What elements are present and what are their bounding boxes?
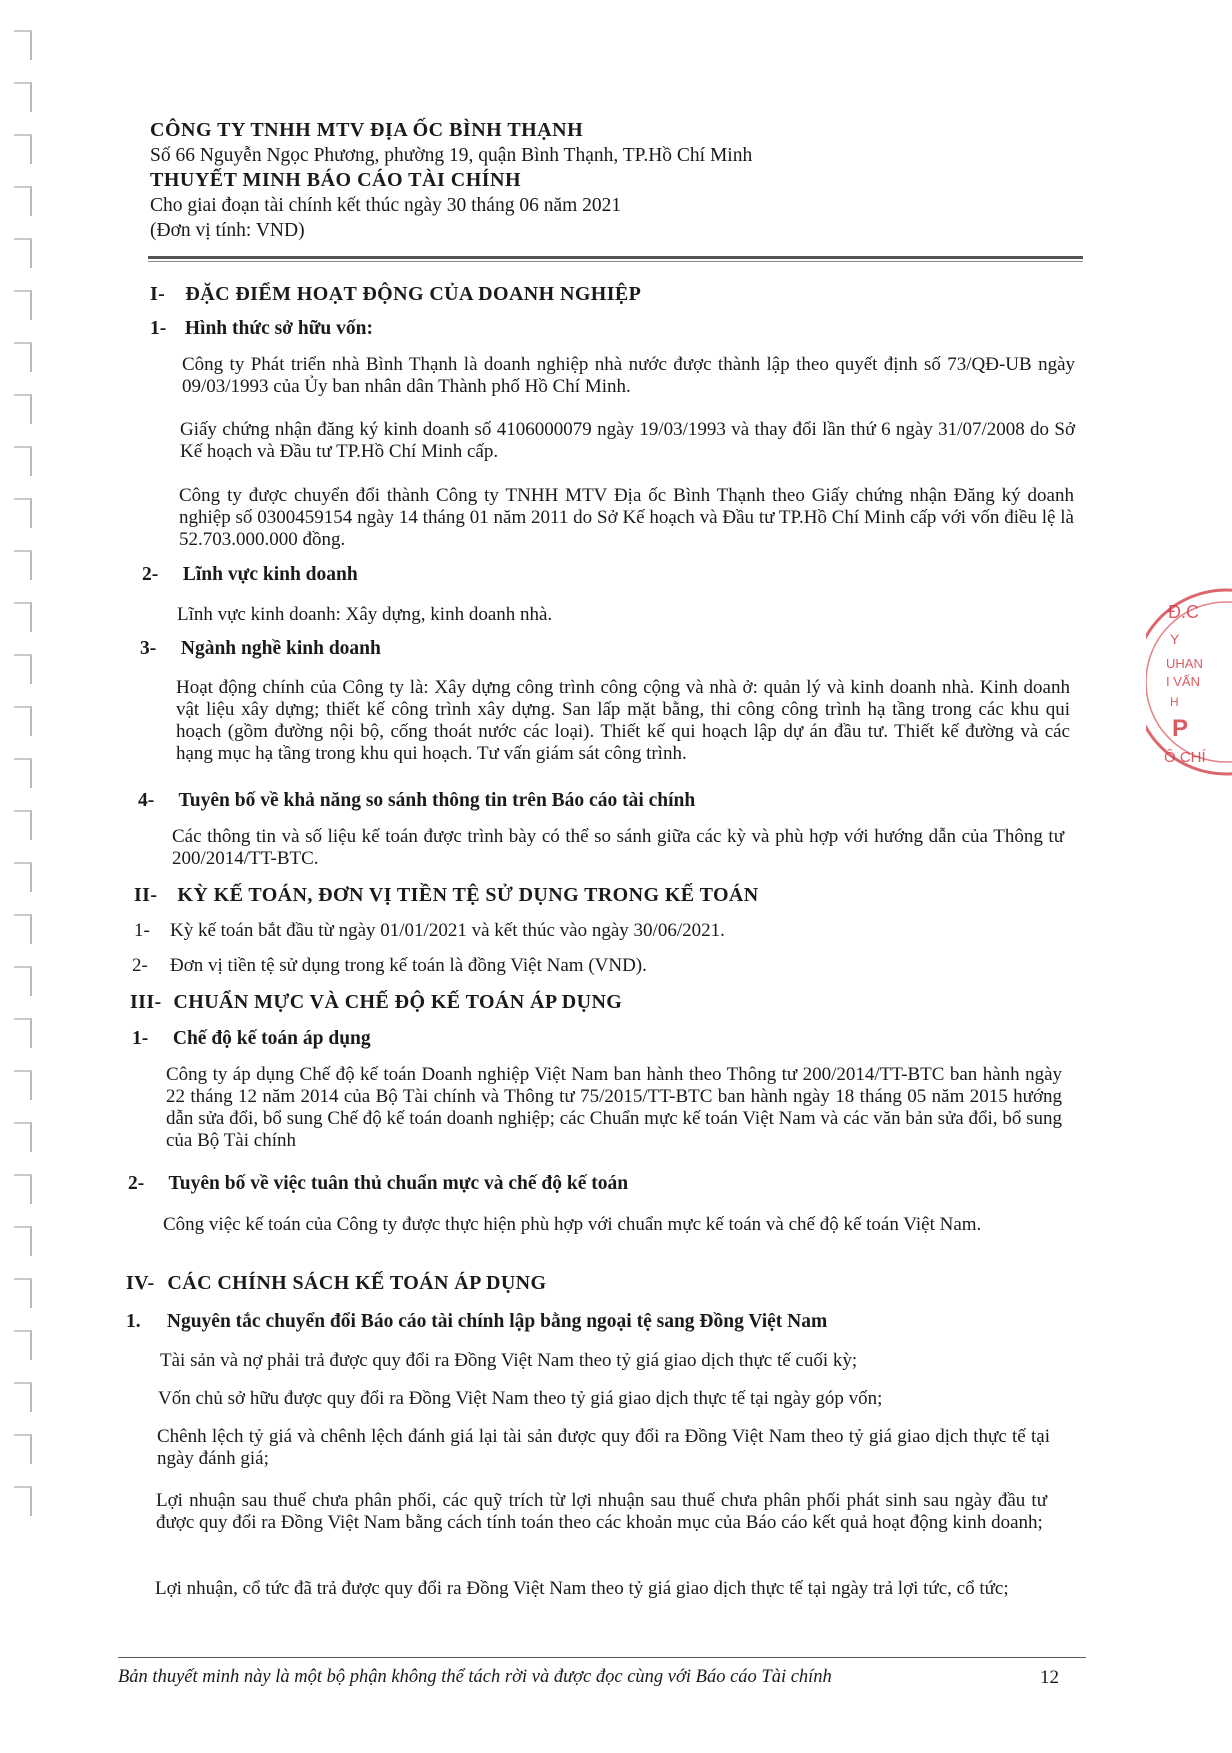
seal-text-line: Đ.C	[1168, 602, 1199, 622]
paragraph: Các thông tin và số liệu kế toán được trình bày có thể so sánh giữa các kỳ và phù hợp với hướng dẫn của Thông tư 200/2014/TT-BTC.	[172, 826, 1064, 869]
list-item: 1- Kỳ kế toán bắt đầu từ ngày 01/01/2021 và kết thúc vào ngày 30/06/2021.	[134, 920, 725, 941]
seal-text-line: H	[1170, 695, 1179, 709]
paragraph: Tài sản và nợ phải trả được quy đổi ra Đồng Việt Nam theo tỷ giá giao dịch thực tế cuối kỳ;	[160, 1350, 858, 1371]
section-heading-3: III- CHUẨN MỰC VÀ CHẾ ĐỘ KẾ TOÁN ÁP DỤNG	[130, 991, 623, 1013]
seal-text-line: Ô CHÍ	[1164, 749, 1206, 766]
binding-margin-marks	[14, 30, 32, 1630]
paragraph: Công ty Phát triển nhà Bình Thạnh là doanh nghiệp nhà nước được thành lập theo quyết định số 73/QĐ-UB ngày 09/03/1993 của Ủy ban nhân dân Thành phố Hồ Chí Minh.	[182, 354, 1075, 397]
list-item: 2- Đơn vị tiền tệ sử dụng trong kế toán là đồng Việt Nam (VND).	[132, 955, 647, 976]
section-heading-4: IV- CÁC CHÍNH SÁCH KẾ TOÁN ÁP DỤNG	[126, 1272, 547, 1294]
section-heading-1: I- ĐẶC ĐIỂM HOẠT ĐỘNG CỦA DOANH NGHIỆP	[150, 283, 642, 305]
section-heading-2: II- KỲ KẾ TOÁN, ĐƠN VỊ TIỀN TỆ SỬ DỤNG TRONG KẾ TOÁN	[134, 884, 759, 906]
subheading-conversion-principles: 1. Nguyên tắc chuyển đổi Báo cáo tài chính lập bằng ngoại tệ sang Đồng Việt Nam	[126, 1311, 828, 1332]
paragraph: Lĩnh vực kinh doanh: Xây dựng, kinh doanh nhà.	[177, 604, 553, 625]
document-title: THUYẾT MINH BÁO CÁO TÀI CHÍNH	[150, 169, 522, 191]
subheading-accounting-regime: 1- Chế độ kế toán áp dụng	[132, 1028, 371, 1049]
company-seal-stamp	[1146, 572, 1232, 792]
paragraph: Vốn chủ sở hữu được quy đổi ra Đồng Việt Nam theo tỷ giá giao dịch thực tế tại ngày góp vốn;	[158, 1388, 883, 1409]
seal-text-line: UHAN	[1166, 656, 1203, 671]
subheading-comparability: 4- Tuyên bố về khả năng so sánh thông tin trên Báo cáo tài chính	[138, 790, 696, 811]
seal-text-line: I VẤN	[1166, 674, 1200, 689]
footer-divider	[118, 1657, 1086, 1658]
currency-unit: (Đơn vị tính: VND)	[150, 220, 305, 241]
paragraph: Giấy chứng nhận đăng ký kinh doanh số 4106000079 ngày 19/03/1993 và thay đổi lần thứ 6 ngày 31/07/2008 do Sở Kế hoạch và Đầu tư TP.Hồ Chí Minh cấp.	[180, 419, 1075, 462]
paragraph: Lợi nhuận, cổ tức đã trả được quy đổi ra Đồng Việt Nam theo tỷ giá giao dịch thực tế tại ngày trả lợi tức, cổ tức;	[155, 1578, 1009, 1599]
reporting-period: Cho giai đoạn tài chính kết thúc ngày 30 tháng 06 năm 2021	[150, 195, 622, 216]
seal-graphic	[1146, 572, 1232, 792]
seal-text-line: Y	[1170, 631, 1180, 647]
header-divider-thin	[148, 261, 1083, 262]
subheading-ownership: 1- Hình thức sở hữu vốn:	[150, 318, 373, 339]
document-header	[150, 118, 1080, 243]
paragraph: Hoạt động chính của Công ty là: Xây dựng công trình công cộng và nhà ở: quản lý và kinh doanh nhà. Kinh doanh vật liệu xây dựng; thiết kế công trình xây dựng. San lấp mặt bằng, thi công công trình hạ tầng trong các khu qui hoạch (gồm đường nội bộ, cống thoát nước các loại). Thiết kế qui hoạch lập dự án đầu tư. Thiết kế đường và các hạng mục hạ tầng trong khu qui hoạch. Tư vấn giám sát công trình.	[176, 677, 1070, 764]
company-address: Số 66 Nguyễn Ngọc Phương, phường 19, quận Bình Thạnh, TP.Hồ Chí Minh	[150, 145, 753, 166]
paragraph: Công việc kế toán của Công ty được thực hiện phù hợp với chuẩn mực kế toán và chế độ kế toán Việt Nam.	[163, 1214, 982, 1235]
paragraph: Chênh lệch tỷ giá và chênh lệch đánh giá lại tài sản được quy đổi ra Đồng Việt Nam theo tỷ giá giao dịch thực tế tại ngày đánh giá;	[157, 1426, 1050, 1469]
footer-note: Bản thuyết minh này là một bộ phận không thể tách rời và được đọc cùng với Báo cáo Tài chính	[118, 1667, 832, 1687]
company-name: CÔNG TY TNHH MTV ĐỊA ỐC BÌNH THẠNH	[150, 119, 584, 141]
header-divider	[148, 256, 1083, 259]
paragraph: Lợi nhuận sau thuế chưa phân phối, các quỹ trích từ lợi nhuận sau thuế chưa phân phối phát sinh sau ngày đầu tư được quy đổi ra Đồng Việt Nam bằng cách tính toán theo các khoản mục của Báo cáo kết quả hoạt động kinh doanh;	[156, 1490, 1047, 1533]
page-number: 12	[1040, 1667, 1059, 1688]
subheading-compliance: 2- Tuyên bố về việc tuân thủ chuẩn mực và chế độ kế toán	[128, 1173, 629, 1194]
subheading-business-lines: 3- Ngành nghề kinh doanh	[140, 638, 381, 659]
paragraph: Công ty áp dụng Chế độ kế toán Doanh nghiệp Việt Nam ban hành theo Thông tư 200/2014/TT-BTC ban hành ngày 22 tháng 12 năm 2014 của Bộ Tài chính và Thông tư 75/2015/TT-BTC ban hành ngày 18 tháng 05 năm 2015 hướng dẫn sửa đổi, bổ sung Chế độ kế toán doanh nghiệp; các Chuẩn mực kế toán Việt Nam và các văn bản sửa đổi, bổ sung của Bộ Tài chính	[166, 1064, 1062, 1151]
paragraph: Công ty được chuyển đổi thành Công ty TNHH MTV Địa ốc Bình Thạnh theo Giấy chứng nhận Đăng ký doanh nghiệp số 0300459154 ngày 14 tháng 01 năm 2011 do Sở Kế hoạch và Đầu tư TP.Hồ Chí Minh cấp với vốn điều lệ là 52.703.000.000 đồng.	[179, 485, 1074, 550]
seal-text-line: P	[1172, 715, 1189, 742]
subheading-business-field: 2- Lĩnh vực kinh doanh	[142, 564, 358, 585]
